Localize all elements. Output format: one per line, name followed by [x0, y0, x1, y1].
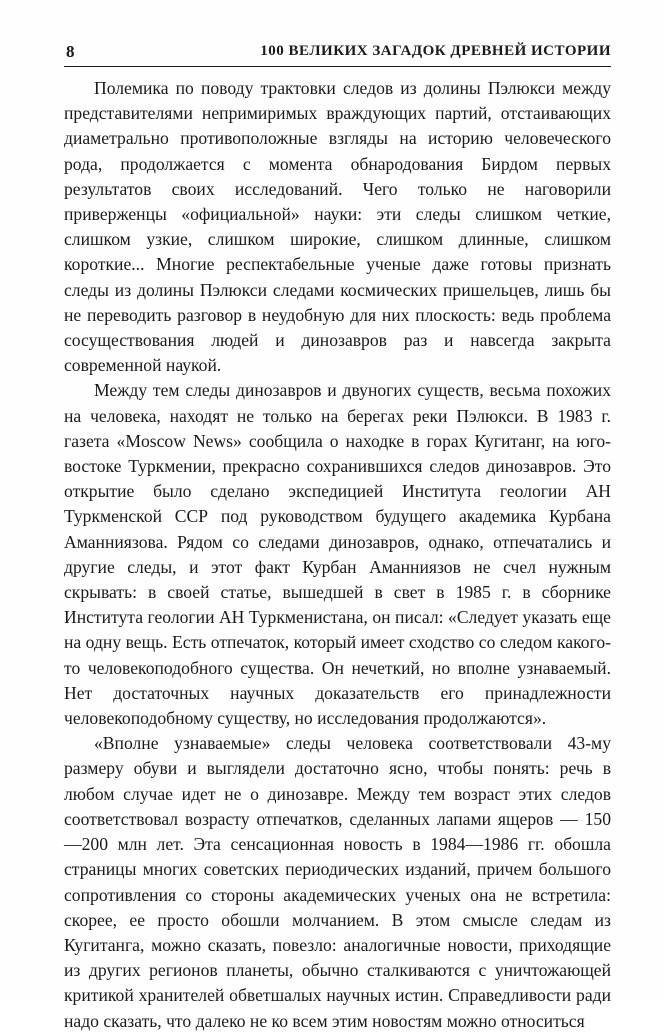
paragraph: Полемика по поводу трактовки следов из долины Пэлюкси между представителями непримиримых враждующих партий, отстаивающих диаметрально противоположные взгляды на историю человеческого рода, продолжается с момента обнародования Бирдом первых результатов своих исследований. Чего только не наговорили приверженцы «официальной» науки: эти следы слишком четкие, слишком узкие, слишком широкие, слишком длинные, слишком короткие... Многие респектабельные ученые даже готовы признать следы из долины Пэлюкси следами космических пришельцев, лишь бы не переводить разговор в неудобную для них плоскость: ведь проблема сосуществования людей и динозавров раз и навсегда закрыта современной наукой. [64, 78, 611, 376]
page-header [64, 38, 611, 67]
body-text [64, 76, 611, 1034]
paragraph: «Вполне узнаваемые» следы человека соответствовали 43-му размеру обуви и выглядели достаточно ясно, чтобы понять: речь в любом случае идет не о динозавре. Между тем возраст этих следов соответствовал возрасту отпечатков, сделанных лапами ящеров — 150—200 млн лет. Эта сенсационная новость в 1984—1986 гг. обошла страницы многих советских периодических изданий, причем большого сопротивления со стороны академических ученых она не встретила: скорее, ее просто обошли молчанием. В этом смысле следам из Кугитанга, можно сказать, повезло: аналогичные новости, приходящие из других регионов планеты, обычно сталкиваются с уничтожающей критикой хранителей обветшалых научных истин. Справедливости ради надо сказать, что далеко не ко всем этим новостям можно относиться [64, 733, 611, 1031]
running-title: 100 ВЕЛИКИХ ЗАГАДОК ДРЕВНЕЙ ИСТОРИИ [260, 43, 611, 59]
page-number: 8 [66, 42, 75, 61]
paragraph: Между тем следы динозавров и двуногих существ, весьма похожих на человека, находят не только на берегах реки Пэлюкси. В 1983 г. газета «Moscow News» сообщила о находке в горах Кугитанг, на юго-востоке Туркмении, прекрасно сохранившихся следов динозавров. Это открытие было сделано экспедицией Института геологии АН Туркменской ССР под руководством будущего академика Курбана Аманниязова. Рядом со следами динозавров, однако, отпечатались и другие следы, и этот факт Курбан Аманниязов не счел нужным скрывать: в своей статье, вышедшей в свет в 1985 г. в сборнике Института геологии АН Туркменистана, он писал: «Следует указать еще на одну вещь. Есть отпечаток, который имеет сходство со следом какого-то человекоподобного существа. Он нечеткий, но вполне узнаваемый. Нет достаточных научных доказательств его принадлежности человекоподобному существу, но исследования продолжаются». [64, 380, 611, 729]
